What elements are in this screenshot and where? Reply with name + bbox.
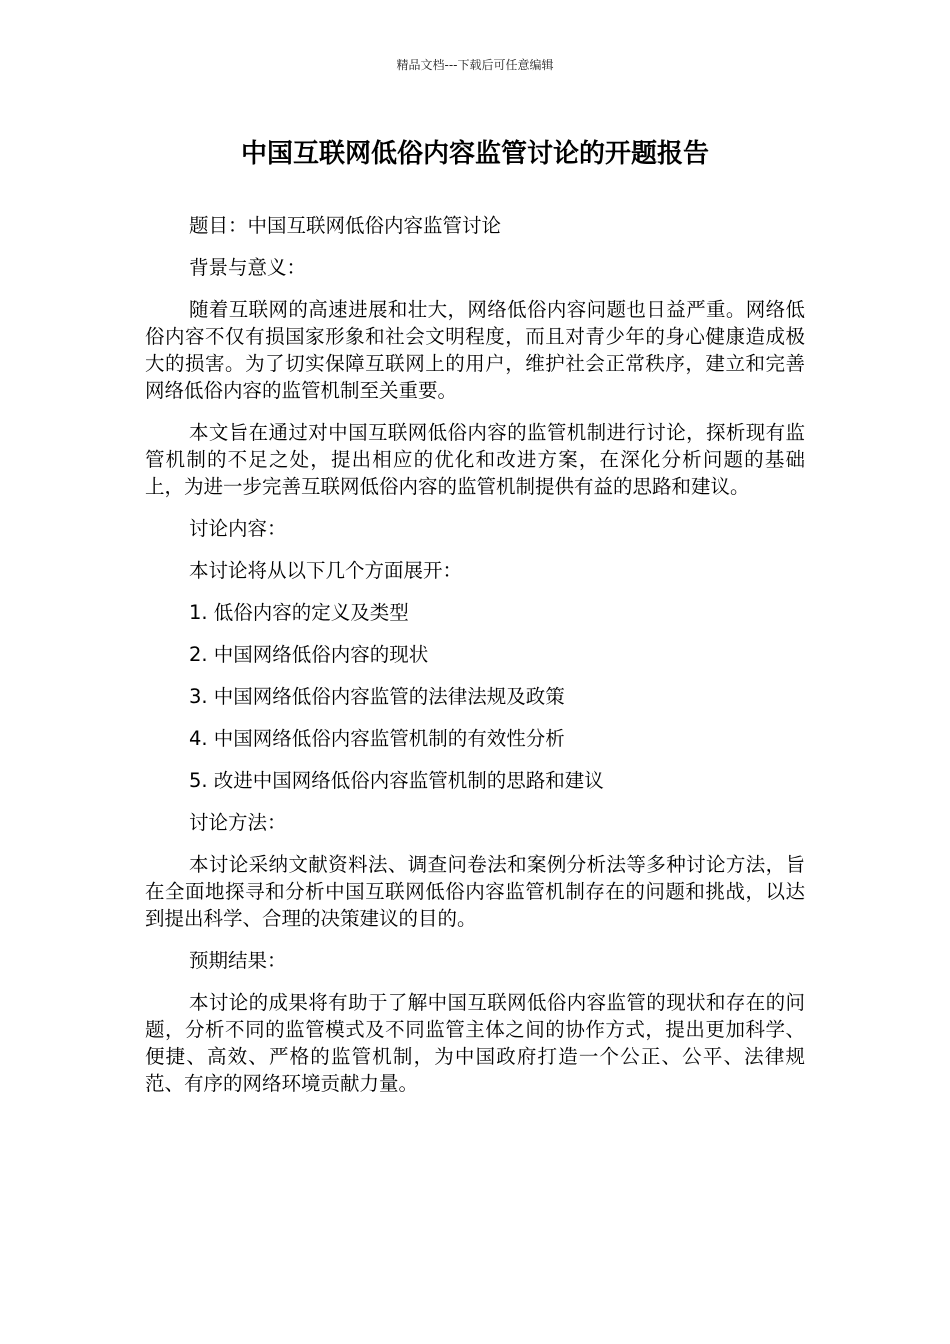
page-header-watermark: 精品文档---下载后可任意编辑 (396, 58, 554, 72)
document-title: 中国互联网低俗内容监管讨论的开题报告 (240, 139, 709, 169)
background-heading: 背景与意义： (189, 256, 307, 279)
content-list-item: 4. 中国网络低俗内容监管机制的有效性分析 (189, 727, 565, 750)
background-paragraph-1: 随着互联网的高速进展和壮大，网络低俗内容问题也日益严重。网络低俗内容不仅有损国家形象和社会文明程度，而且对青少年的身心健康造成极大的损害。为了切实保障互联网上的用户，维护社会正常秩序，建立和完善网络低俗内容的监管机制至关重要。 (145, 298, 805, 402)
content-list-item: 3. 中国网络低俗内容监管的法律法规及政策 (189, 685, 565, 708)
document-body (145, 212, 805, 1112)
topic-line: 题目：中国互联网低俗内容监管讨论 (189, 214, 502, 237)
method-heading: 讨论方法： (189, 811, 287, 834)
content-intro: 本讨论将从以下几个方面展开： (189, 559, 463, 582)
background-paragraph-2: 本文旨在通过对中国互联网低俗内容的监管机制进行讨论，探析现有监管机制的不足之处，提出相应的优化和改进方案，在深化分析问题的基础上，为进一步完善互联网低俗内容的监管机制提供有益的思路和建议。 (145, 421, 805, 498)
result-heading: 预期结果： (189, 949, 287, 972)
content-heading: 讨论内容： (189, 517, 287, 540)
content-list-item: 1. 低俗内容的定义及类型 (189, 601, 409, 624)
method-paragraph: 本讨论采纳文献资料法、调查问卷法和案例分析法等多种讨论方法，旨在全面地探寻和分析中国互联网低俗内容监管机制存在的问题和挑战，以达到提出科学、合理的决策建议的目的。 (145, 853, 805, 930)
result-paragraph: 本讨论的成果将有助于了解中国互联网低俗内容监管的现状和存在的问题，分析不同的监管模式及不同监管主体之间的协作方式，提出更加科学、便捷、高效、严格的监管机制，为中国政府打造一个公正、公平、法律规范、有序的网络环境贡献力量。 (145, 991, 805, 1095)
content-list-item: 5. 改进中国网络低俗内容监管机制的思路和建议 (189, 769, 604, 792)
content-list-item: 2. 中国网络低俗内容的现状 (189, 643, 429, 666)
